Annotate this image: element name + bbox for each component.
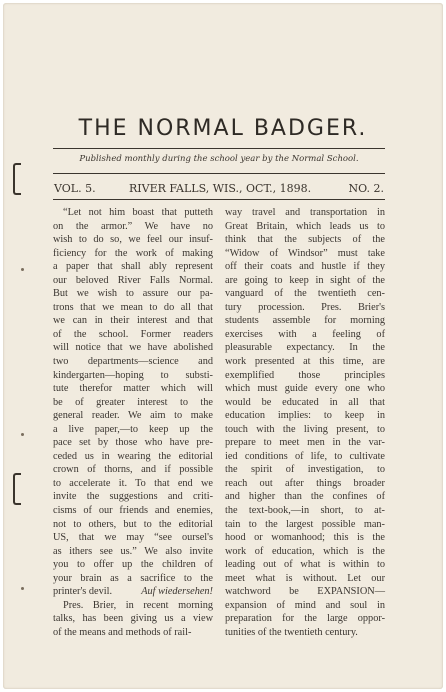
article-line: cisms of our friends and enemies, [53,505,213,517]
article-line: and higher than the confines of [225,491,385,503]
article-line: would be educated in all that [225,396,385,408]
article-line: think that the subjects of the [225,234,385,246]
article-line: “Let not him boast that putteth [63,207,213,218]
article-line: invite the suggestions and criti- [53,491,213,503]
article-line: trons that we mean to do all that [53,301,213,313]
article-line: talks, has been giving us a view [53,613,213,625]
article-line: you to offer up the children of [53,559,213,571]
article-line: Pres. Brier, in recent morning [63,599,213,611]
article-line: on the armor.” We have no [53,220,213,232]
article-line: meet what is without. Let our [225,572,385,584]
article-line: general reader. We aim to make [53,410,213,422]
masthead-title: THE NORMAL BADGER. [78,116,368,141]
article-line: pleasurable expectancy. In the [225,342,385,354]
article-line: watchword be EXPANSION— [225,586,385,598]
article-line: expansion of mind and soul in [225,599,385,611]
article-line: US, that we may “see oursel's [53,532,213,544]
article-line: off their coats and hustle if they [225,261,385,273]
article-line: exemplified those principles [225,369,385,381]
article-line: education implies: to keep in [225,410,385,422]
article-line: to accelerate it. To that end we [53,477,213,489]
newspaper-page [3,3,443,689]
article-line: crown of thorns, and if possible [53,464,213,476]
article-line: Auf wiedersehen! [141,586,213,598]
article-line: touch with the living present, to [225,423,385,435]
article-line: reach out after things broader [225,477,385,489]
article-line: prepare to meet men in the var- [225,437,385,449]
article-line: tunities of the twentieth century. [225,626,358,638]
volume-number: VOL. 5. [54,182,96,195]
issue-place-date: RIVER FALLS, WIS., OCT., 1898. [129,182,312,195]
masthead-rule-top [53,148,385,149]
masthead-subtitle: Published monthly during the school year by the Normal School. [79,154,359,164]
article-line: ceded us in wearing the editorial [53,450,213,462]
article-line: wish to do so, we feel our insuf- [53,234,213,246]
article-line: tute therefor matter which will [53,383,213,395]
article-line: the text-book,—in short, to at- [225,505,385,517]
article-line: will notice that we have abolished [53,342,213,354]
article-line: of the school. Former readers [53,328,213,340]
issue-number: NO. 2. [348,182,384,195]
article-line: preparation for the large oppor- [225,613,385,625]
article-line: your brain as a sacrifice to the [53,572,213,584]
article-line: students assemble for morning [225,315,385,327]
paper-spot [21,587,24,590]
article-column-left [53,206,213,640]
article-line: ficiency for the work of making [53,247,213,259]
article-line: ied conditions of life, to cultivate [225,450,385,462]
article-line: as ithers see us.” We also invite [53,545,213,557]
article-line: not to others, but to the editorial [53,518,213,530]
article-line: pace set by those who have pre- [53,437,213,449]
article-line: way travel and transportation in [225,207,385,218]
article-line: be of greater interest to the [53,396,213,408]
article-line: tury procession. Pres. Brier's [225,301,385,313]
article-line: Great Britain, which leads us to [225,220,385,232]
article-line: “Widow of Windsor” must take [225,247,385,259]
article-line: two departments—science and [53,356,213,368]
article-line: work presented at this time, are [225,356,385,368]
article-line: are going to keep in sight of the [225,274,385,286]
masthead-rule-bottom [53,173,385,174]
binding-hole-top [13,163,21,195]
paper-spot [21,433,24,436]
article-line: of the means and methods of rail- [53,626,192,638]
binding-hole-bottom [13,473,21,505]
paper-spot [21,268,24,271]
article-line: work of education, which is the [225,545,385,557]
article-line: a live paper,—to keep up the [53,423,213,435]
article-line: the spirit of investigation, to [225,464,385,476]
article-line: which must guide every one who [225,383,385,395]
article-line: our beloved River Falls Normal. [53,274,213,286]
article-line: hood or womanhood; this is the [225,532,385,544]
article-line: leading out of what is within to [225,559,385,571]
article-line: tain to the largest possible man- [225,518,385,530]
article-line: exercises with a feeling of [225,328,385,340]
article-line: printer's devil. [53,586,113,598]
article-line: a paper that shall ably represent [53,261,213,273]
article-line: But we wish to assure our pa- [53,288,213,300]
article-line: kindergarten—hoping to substi- [53,369,213,381]
article-line: we can in their interest and that [53,315,213,327]
article-column-right [225,206,385,640]
issue-line-rule [53,199,385,200]
article-line: vanguard of the twentieth cen- [225,288,385,300]
